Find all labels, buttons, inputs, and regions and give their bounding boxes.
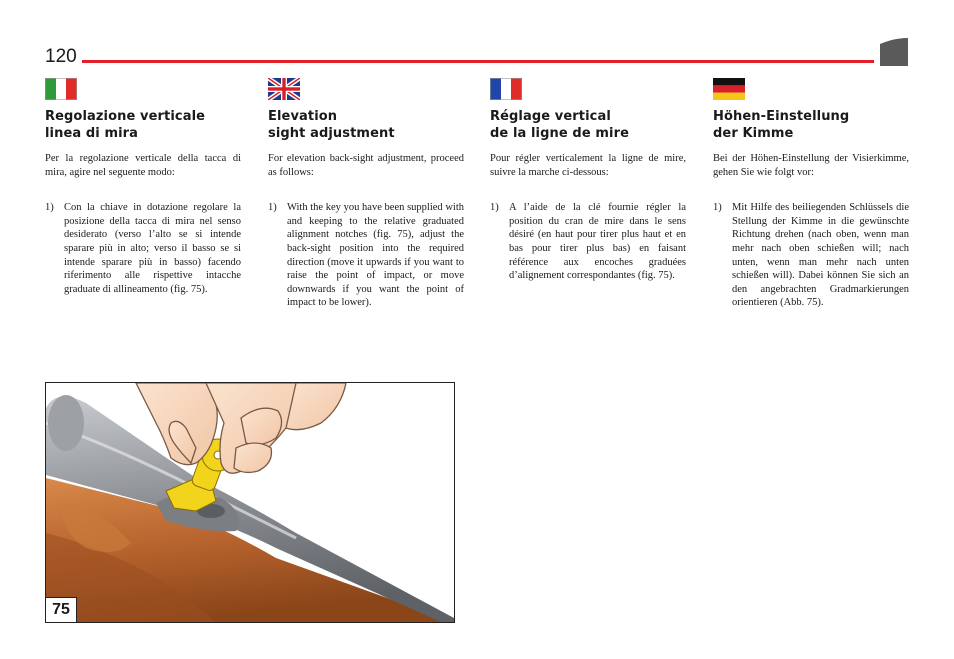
step-item [713, 201, 909, 310]
page-number: 120 [45, 46, 77, 67]
step-number: 1) [490, 202, 499, 214]
column-german [713, 78, 909, 310]
rifle-illustration [46, 383, 454, 622]
uk-flag-icon [268, 78, 300, 100]
step-text: Con la chiave in dotazione regolare la posizione della tacca di mira nel senso desiderato (verso l’alto se si intende sparare più in alto; verso il basso se si intende sparare più in basso) facendo riferimento alle rispettive intacche graduate di allineamento (fig. 75). [64, 202, 241, 295]
column-english [268, 78, 464, 310]
step-item [45, 201, 241, 296]
step-text: Mit Hilfe des beiliegenden Schlüssels die Stellung der Kimme in die gewünschte Richtung drehen (nach oben, wenn man mehr nach oben schießen will; nach unten, wenn man mehr nach unten schießen will). Dabei können Sie sich an den angebrachten Gradmarkierungen orientieren (Abb. 75). [732, 202, 909, 309]
step-number: 1) [45, 202, 54, 214]
header-rule [82, 60, 874, 63]
corner-tab-icon [880, 38, 908, 66]
france-flag-icon [490, 78, 522, 100]
intro-text: Pour régler verticalement la ligne de mire, suivre la marche ci-dessous: [490, 153, 686, 178]
step-number: 1) [268, 202, 277, 214]
intro-text: Bei der Höhen-Einstellung der Visierkimme, gehen Sie wie folgt vor: [713, 153, 909, 178]
section-heading: Elevation sight adjustment [268, 109, 395, 141]
step-text: A l’aide de la clé fournie régler la position du cran de mire dans le sens désiré (en haut pour tirer plus haut et en bas pour tirer plus bas) en faisant référence aux encoches graduées d’alignement correspondantes (fig. 75). [509, 202, 686, 282]
section-heading: Réglage vertical de la ligne de mire [490, 109, 629, 141]
step-number: 1) [713, 202, 722, 214]
step-item [268, 201, 464, 310]
column-italian [45, 78, 241, 296]
italy-flag-icon [45, 78, 77, 100]
intro-text: For elevation back-sight adjustment, proceed as follows: [268, 153, 464, 178]
figure-number: 75 [46, 597, 77, 622]
germany-flag-icon [713, 78, 745, 100]
step-item [490, 201, 686, 283]
intro-text: Per la regolazione verticale della tacca di mira, agire nel seguente modo: [45, 153, 241, 178]
column-french [490, 78, 686, 283]
figure-rifle-sight-adjustment [45, 382, 455, 623]
step-text: With the key you have been supplied with and keeping to the relative graduated alignment notches (fig. 75), adjust the back-sight position into the required direction (move it upwards if you want to raise the point of impact, or move downwards if you want the point of impact to be lower). [287, 202, 464, 309]
section-heading: Regolazione verticale linea di mira [45, 109, 206, 141]
section-heading: Höhen-Einstellung der Kimme [713, 109, 850, 141]
